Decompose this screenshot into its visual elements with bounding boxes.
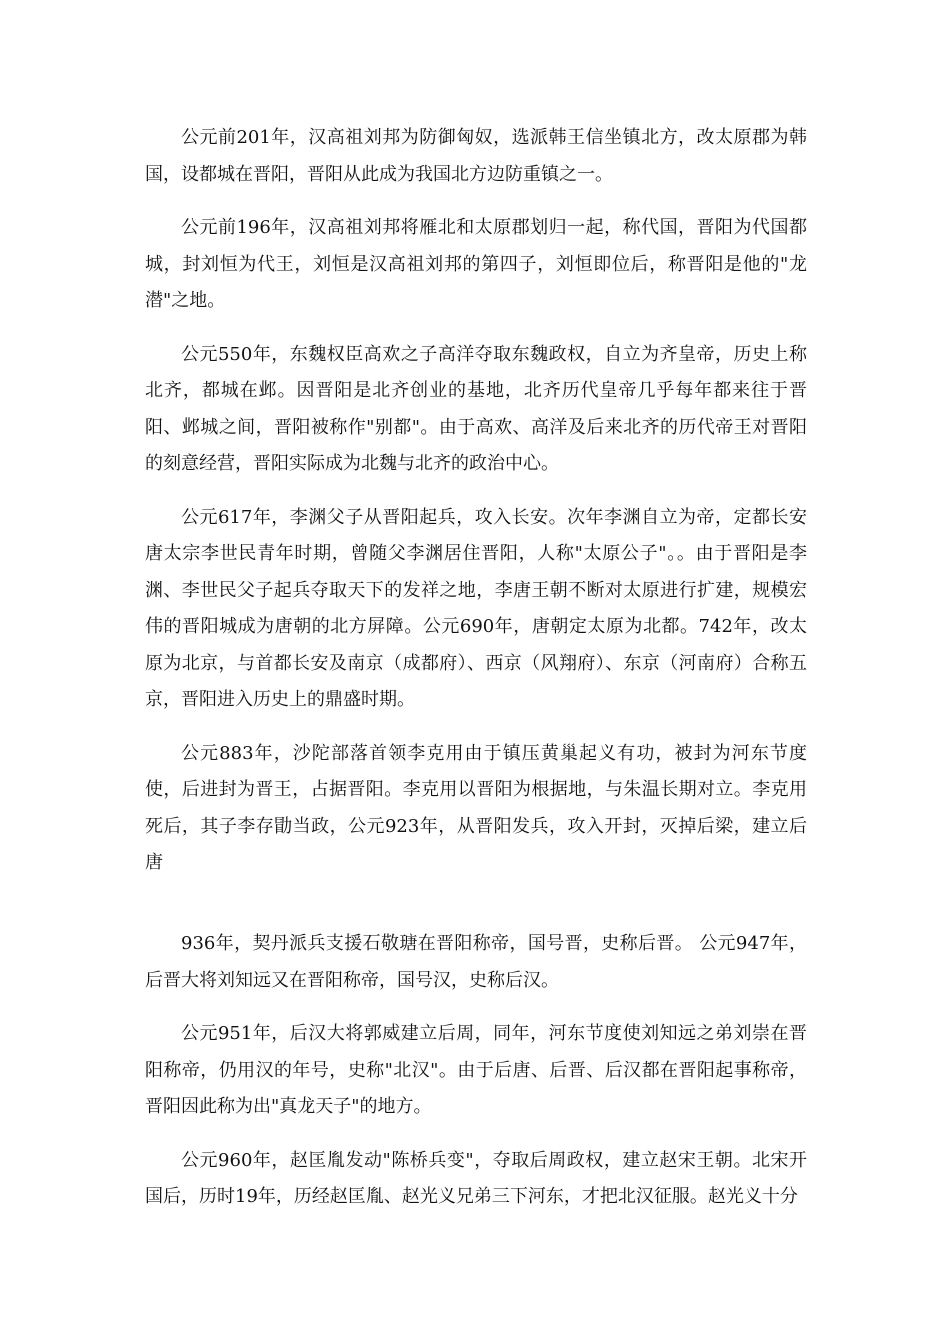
paragraph-han-196bc: 公元前196年，汉高祖刘邦将雁北和太原郡划归一起，称代国，晋阳为代国都城，封刘恒为代王，刘恒是汉高祖刘邦的第四子，刘恒即位后，称晋阳是他的"龙潜"之地。 bbox=[145, 217, 807, 311]
paragraph-song-960: 公元960年，赵匡胤发动"陈桥兵变"，夺取后周政权，建立赵宋王朝。北宋开国后，历时19年，历经赵匡胤、赵光义兄弟三下河东，才把北汉征服。赵光义十分 bbox=[145, 1149, 807, 1207]
text-block-upper bbox=[145, 120, 807, 899]
paragraph-beihan-951: 公元951年，后汉大将郭威建立后周，同年，河东节度使刘知远之弟刘崇在晋阳称帝，仍用汉的年号，史称"北汉"。由于后唐、后晋、后汉都在晋阳起事称帝，晋阳因此称为出"真龙天子"的地方。 bbox=[145, 1023, 807, 1117]
paragraph-tang-617: 公元617年，李渊父子从晋阳起兵，攻入长安。次年李渊自立为帝，定都长安唐太宗李世民青年时期，曾随父李渊居住晋阳，人称"太原公子"。。由于晋阳是李渊、李世民父子起兵夺取天下的发祥之地，李唐王朝不断对太原进行扩建，规模宏伟的晋阳城成为唐朝的北方屏障。公元690年，唐朝定太原为北都。742年，改太原为北京，与首都长安及南京（成都府）、西京（风翔府）、东京（河南府）合称五京，晋阳进入历史上的鼎盛时期。 bbox=[145, 506, 807, 710]
paragraph-beiqi-550: 公元550年，东魏权臣高欢之子高洋夺取东魏政权，自立为齐皇帝，历史上称北齐，都城在邺。因晋阳是北齐创业的基地，北齐历代皇帝几乎每年都来往于晋阳、邺城之间，晋阳被称作"别都"。由于高欢、高洋及后来北齐的历代帝王对晋阳的刻意经营，晋阳实际成为北魏与北齐的政治中心。 bbox=[145, 343, 807, 474]
paragraph-houjin-936: 936年，契丹派兵支援石敬瑭在晋阳称帝，国号晋，史称后晋。 公元947年，后晋大将刘知远又在晋阳称帝，国号汉，史称后汉。 bbox=[145, 933, 807, 991]
paragraph-han-201bc: 公元前201年，汉高祖刘邦为防御匈奴，选派韩王信坐镇北方，改太原郡为韩国，设都城在晋阳，晋阳从此成为我国北方边防重镇之一。 bbox=[145, 127, 807, 185]
paragraph-houtang-883: 公元883年，沙陀部落首领李克用由于镇压黄巢起义有功，被封为河东节度使，后进封为晋王，占据晋阳。李克用以晋阳为根据地，与朱温长期对立。李克用死后，其子李存勖当政，公元923年，从晋阳发兵，攻入开封，灭掉后梁，建立后唐 bbox=[145, 742, 807, 873]
text-block-lower bbox=[145, 926, 807, 1233]
